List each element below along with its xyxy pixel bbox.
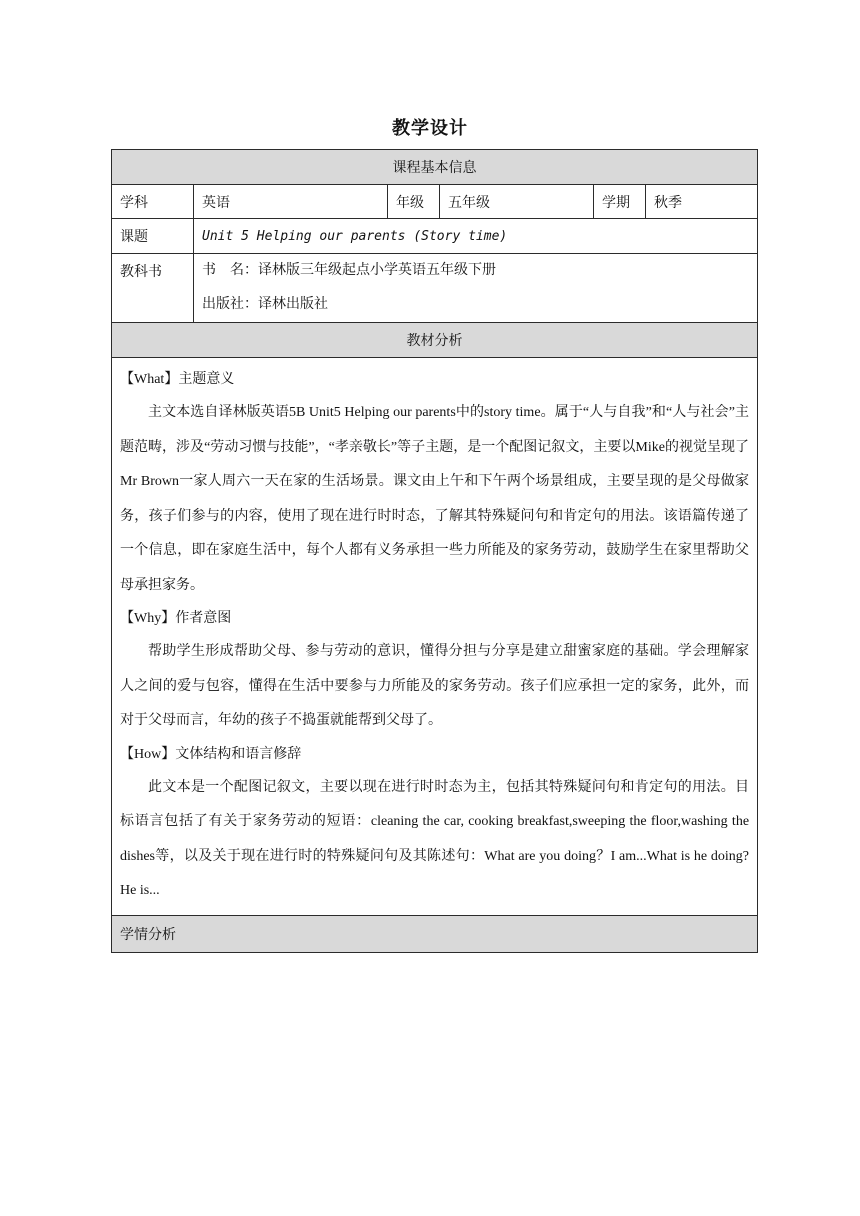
what-paragraph: 主文本选自译林版英语5B Unit5 Helping our parents中的story time。属于“人与自我”和“人与社会”主题范畴，涉及“劳动习惯与技能”，“孝亲敬长”等子主题，是一个配图记叙文，主要以Mike的视觉呈现了Mr Brown一家人周六一天在家的生活场景。课文由上午和下午两个场景组成，主要呈现的是父母做家务，孩子们参与的内容，使用了现在进行时时态，了解其特殊疑问句和肯定句的用法。该语篇传递了一个信息，即在家庭生活中，每个人都有义务承担一些力所能及的家务劳动，鼓励学生在家里帮助父母承担家务。 <box>120 405 750 593</box>
material-analysis <box>112 358 758 916</box>
grade-value: 五年级 <box>440 185 594 219</box>
book-name: 书 名：译林版三年级起点小学英语五年级下册 <box>202 263 496 278</box>
what-heading: 【What】主题意义 <box>120 372 235 387</box>
why-paragraph: 帮助学生形成帮助父母、参与劳动的意识，懂得分担与分享是建立甜蜜家庭的基础。学会理解家人之间的爱与包容，懂得在生活中要参与力所能及的家务劳动。孩子们应承担一定的家务，此外，而对于父母而言，年幼的孩子不捣蛋就能帮到父母了。 <box>120 644 750 728</box>
grade-label: 年级 <box>388 185 440 219</box>
section-basic-info-header: 课程基本信息 <box>112 150 758 185</box>
section-student-header: 学情分析 <box>112 915 758 952</box>
subject-label: 学科 <box>112 185 194 219</box>
why-heading: 【Why】作者意图 <box>120 611 232 626</box>
how-heading: 【How】文体结构和语言修辞 <box>120 746 302 762</box>
page-title: 教学设计 <box>392 118 468 138</box>
textbook-info <box>194 254 758 323</box>
textbook-label: 教科书 <box>112 254 194 323</box>
term-value: 秋季 <box>646 185 758 219</box>
how-paragraph: 此文本是一个配图记叙文，主要以现在进行时时态为主，包括其特殊疑问句和肯定句的用法。目标语言包括了有关于家务劳动的短语：cleaning the car, cooking breakfast,sweeping the floor,washing the dishes等，以及关于现在进行时的特殊疑问句及其陈述句：What are you doing？I am...What is he doing?He is... <box>120 779 750 898</box>
section-material-header: 教材分析 <box>112 323 758 358</box>
publisher: 出版社：译林出版社 <box>202 297 328 312</box>
subject-value: 英语 <box>194 185 388 219</box>
lesson-design-table <box>111 149 758 953</box>
term-label: 学期 <box>594 185 646 219</box>
topic-label: 课题 <box>112 219 194 254</box>
topic-value: Unit 5 Helping our parents (Story time) <box>194 219 758 254</box>
